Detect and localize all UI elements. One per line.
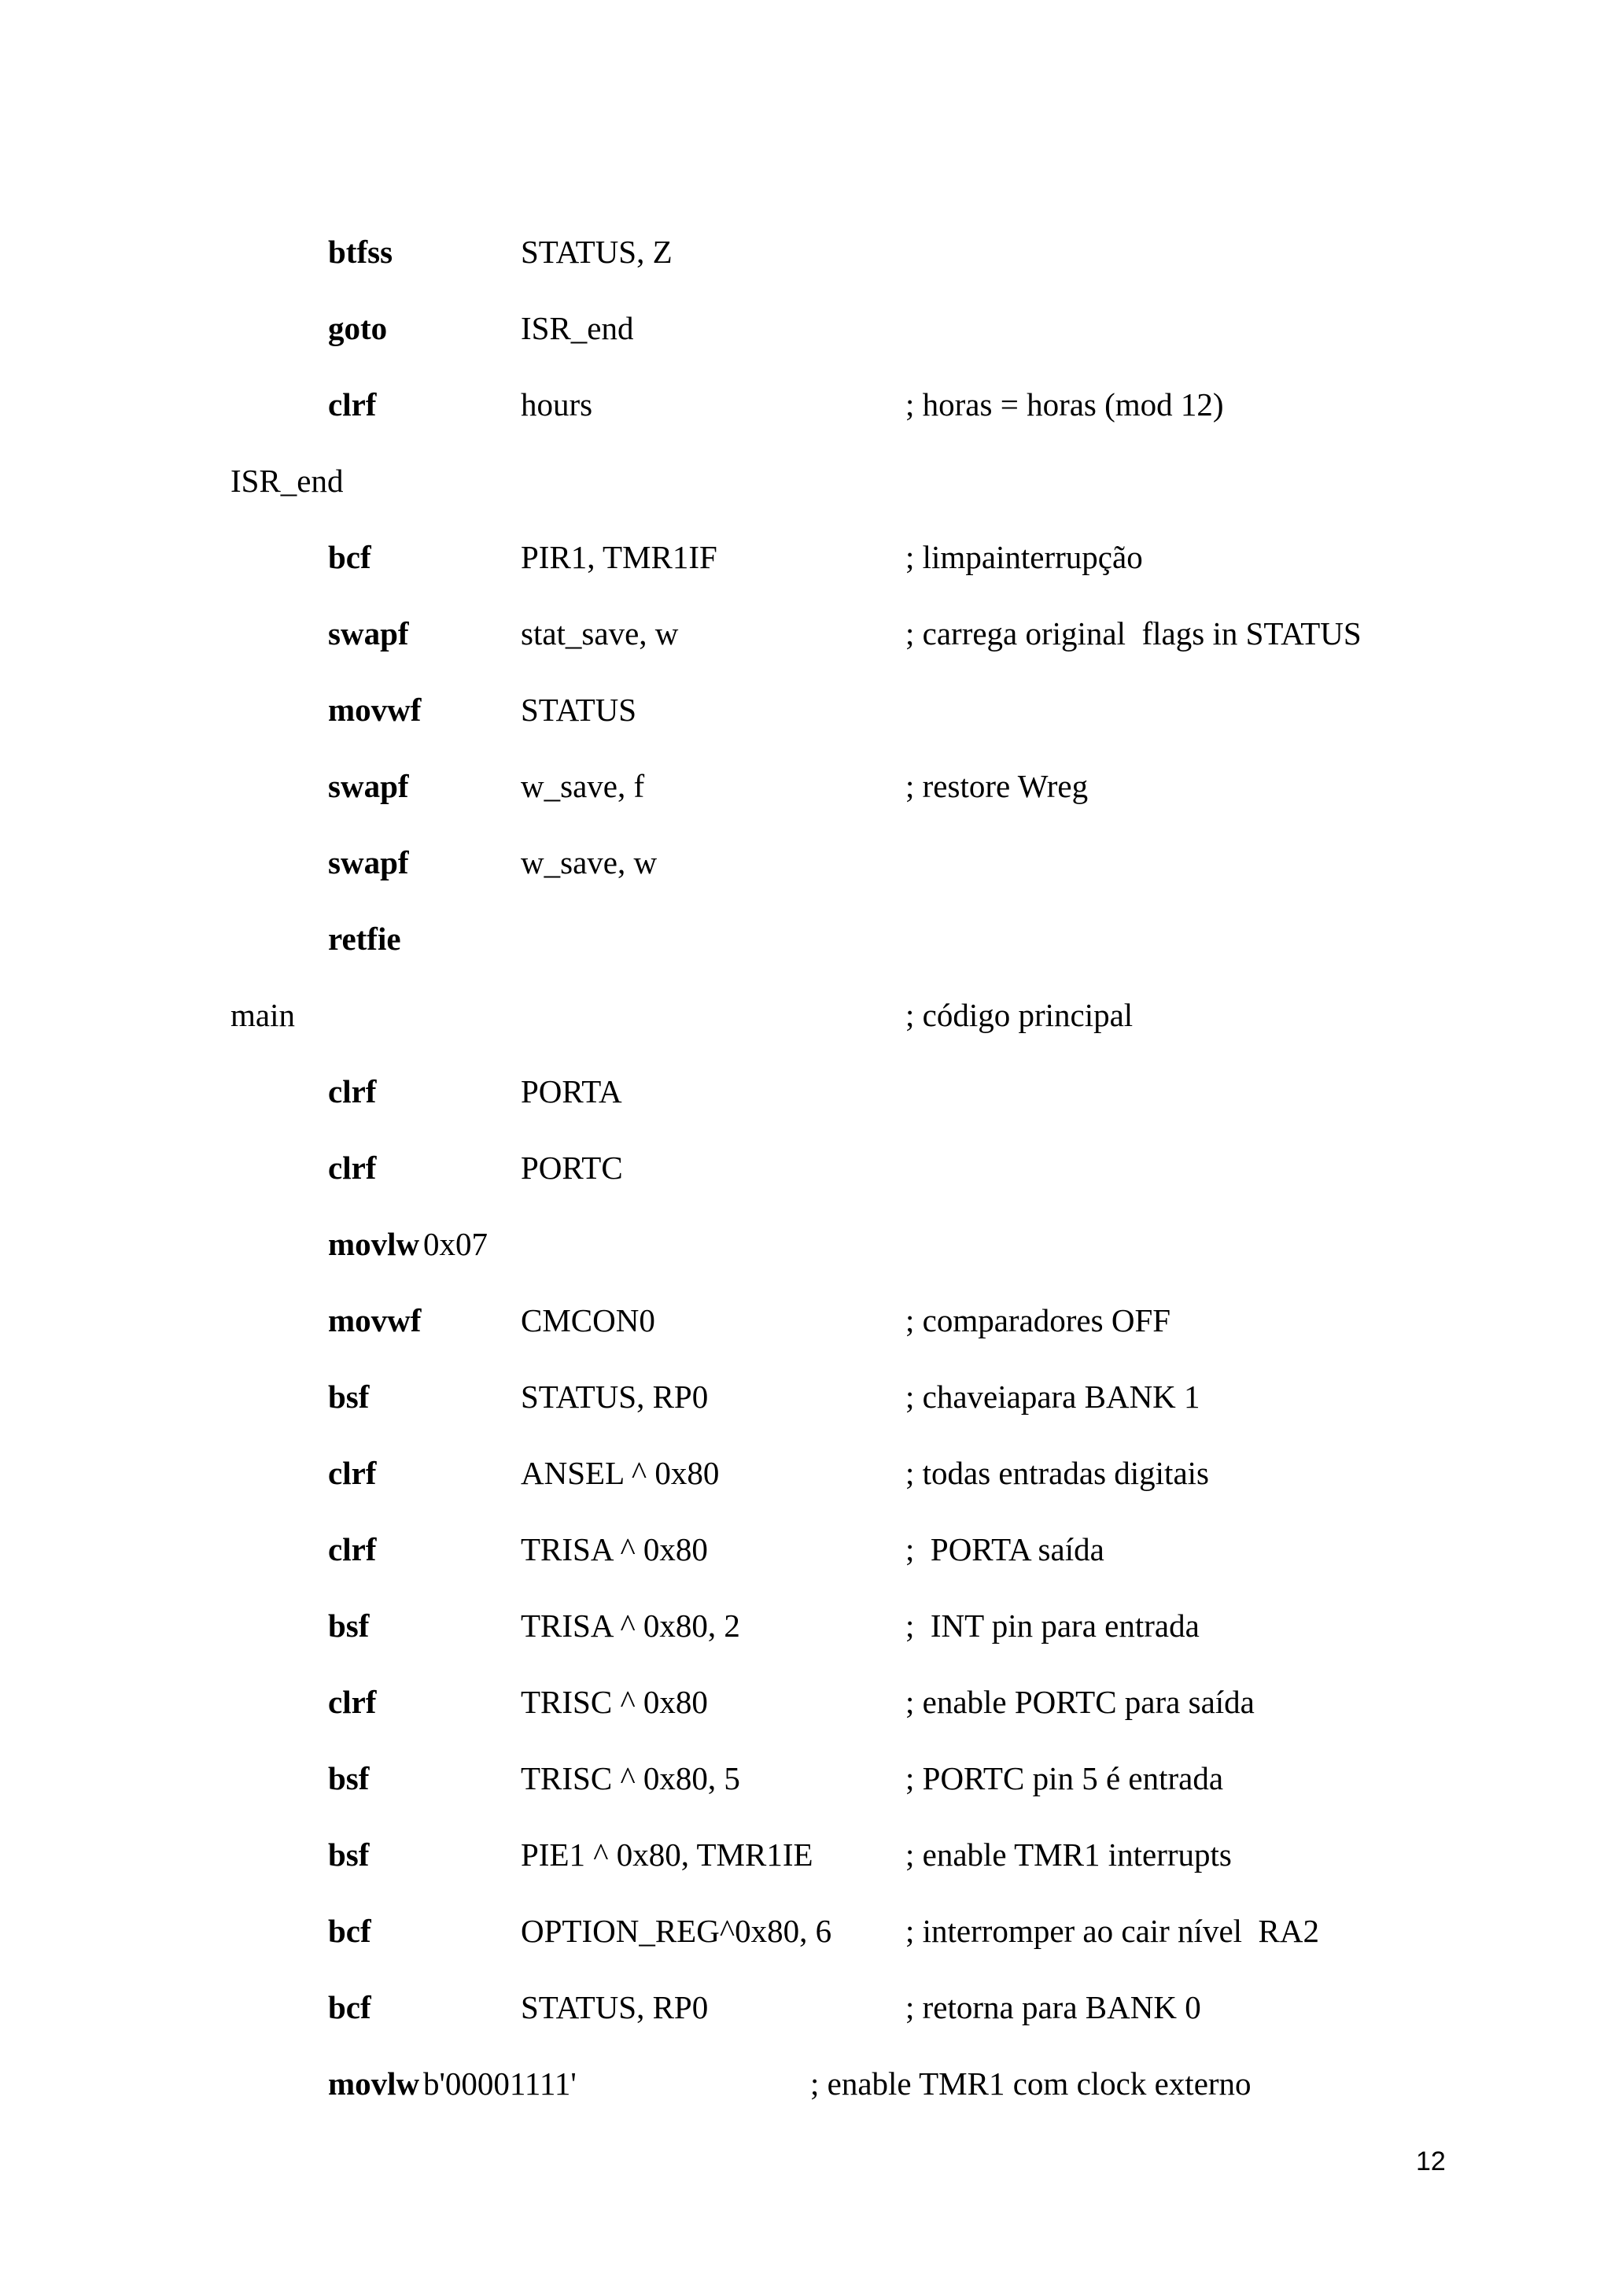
comment: ; PORTC pin 5 é entrada xyxy=(905,1760,1224,1796)
operand: b'00001111' xyxy=(423,2065,577,2102)
code-line xyxy=(0,762,1611,810)
code-line xyxy=(0,1831,1611,1878)
mnemonic: bcf xyxy=(328,1989,371,2025)
code-line xyxy=(0,457,1611,504)
code-line xyxy=(0,533,1611,581)
operand: stat_save, w xyxy=(521,615,679,652)
operand: STATUS, RP0 xyxy=(521,1379,709,1415)
code-line xyxy=(0,1144,1611,1191)
mnemonic: swapf xyxy=(328,768,409,804)
comment: ; restore Wreg xyxy=(905,768,1089,804)
code-line xyxy=(0,1068,1611,1115)
operand: ISR_end xyxy=(521,310,634,346)
code-line xyxy=(0,1907,1611,1955)
code-line xyxy=(0,228,1611,275)
mnemonic: swapf xyxy=(328,615,409,652)
mnemonic: btfss xyxy=(328,234,393,270)
mnemonic: bsf xyxy=(328,1379,370,1415)
operand: PORTA xyxy=(521,1073,622,1109)
operand: w_save, f xyxy=(521,768,645,804)
code-line xyxy=(0,915,1611,962)
operand: CMCON0 xyxy=(521,1302,655,1338)
mnemonic: movwf xyxy=(328,1302,422,1338)
operand: w_save, w xyxy=(521,844,658,880)
comment: ; INT pin para entrada xyxy=(905,1608,1200,1644)
label: ISR_end xyxy=(230,463,344,499)
operand: TRISC ^ 0x80 xyxy=(521,1684,708,1720)
code-line xyxy=(0,1602,1611,1649)
comment: ; horas = horas (mod 12) xyxy=(905,386,1224,423)
mnemonic: bsf xyxy=(328,1836,370,1873)
code-line xyxy=(0,1755,1611,1802)
mnemonic: goto xyxy=(328,310,388,346)
code-line xyxy=(0,839,1611,886)
operand: STATUS xyxy=(521,692,637,728)
mnemonic: clrf xyxy=(328,1150,377,1186)
code-line xyxy=(0,686,1611,733)
label: main xyxy=(230,997,295,1033)
mnemonic: clrf xyxy=(328,1073,377,1109)
mnemonic: clrf xyxy=(328,1531,377,1567)
operand: STATUS, Z xyxy=(521,234,673,270)
code-line xyxy=(0,1526,1611,1573)
comment: ; enable PORTC para saída xyxy=(905,1684,1255,1720)
operand: PIR1, TMR1IF xyxy=(521,539,717,575)
operand: TRISC ^ 0x80, 5 xyxy=(521,1760,740,1796)
code-line xyxy=(0,1984,1611,2031)
code-line xyxy=(0,1297,1611,1344)
comment: ; limpainterrupção xyxy=(905,539,1143,575)
code-line xyxy=(0,610,1611,657)
operand: TRISA ^ 0x80, 2 xyxy=(521,1608,740,1644)
comment: ; carrega original flags in STATUS xyxy=(905,615,1362,652)
code-line xyxy=(0,991,1611,1039)
comment: ; código principal xyxy=(905,997,1134,1033)
operand: 0x07 xyxy=(423,1226,488,1262)
comment: ; retorna para BANK 0 xyxy=(905,1989,1201,2025)
mnemonic: clrf xyxy=(328,1684,377,1720)
code-line xyxy=(0,1373,1611,1420)
mnemonic: clrf xyxy=(328,386,377,423)
mnemonic: bcf xyxy=(328,539,371,575)
operand: TRISA ^ 0x80 xyxy=(521,1531,708,1567)
comment: ; comparadores OFF xyxy=(905,1302,1171,1338)
comment: ; interromper ao cair nível RA2 xyxy=(905,1913,1319,1949)
mnemonic: bsf xyxy=(328,1608,370,1644)
mnemonic: movlw xyxy=(328,2065,420,2102)
operand: PORTC xyxy=(521,1150,623,1186)
mnemonic: swapf xyxy=(328,844,409,880)
page-number: 12 xyxy=(1416,2147,1446,2176)
mnemonic: movwf xyxy=(328,692,422,728)
mnemonic: movlw xyxy=(328,1226,420,1262)
operand: PIE1 ^ 0x80, TMR1IE xyxy=(521,1836,813,1873)
code-line xyxy=(0,305,1611,352)
comment: ; PORTA saída xyxy=(905,1531,1104,1567)
operand: STATUS, RP0 xyxy=(521,1989,709,2025)
comment: ; enable TMR1 interrupts xyxy=(905,1836,1232,1873)
operand: hours xyxy=(521,386,593,423)
comment: ; enable TMR1 com clock externo xyxy=(810,2065,1252,2102)
comment: ; chaveiapara BANK 1 xyxy=(905,1379,1200,1415)
mnemonic: bsf xyxy=(328,1760,370,1796)
code-line xyxy=(0,2060,1611,2107)
code-line xyxy=(0,381,1611,428)
mnemonic: retfie xyxy=(328,921,401,957)
mnemonic: bcf xyxy=(328,1913,371,1949)
operand: OPTION_REG^0x80, 6 xyxy=(521,1913,832,1949)
comment: ; todas entradas digitais xyxy=(905,1455,1209,1491)
code-line xyxy=(0,1449,1611,1497)
operand: ANSEL ^ 0x80 xyxy=(521,1455,720,1491)
mnemonic: clrf xyxy=(328,1455,377,1491)
code-line xyxy=(0,1678,1611,1726)
code-line xyxy=(0,1220,1611,1268)
